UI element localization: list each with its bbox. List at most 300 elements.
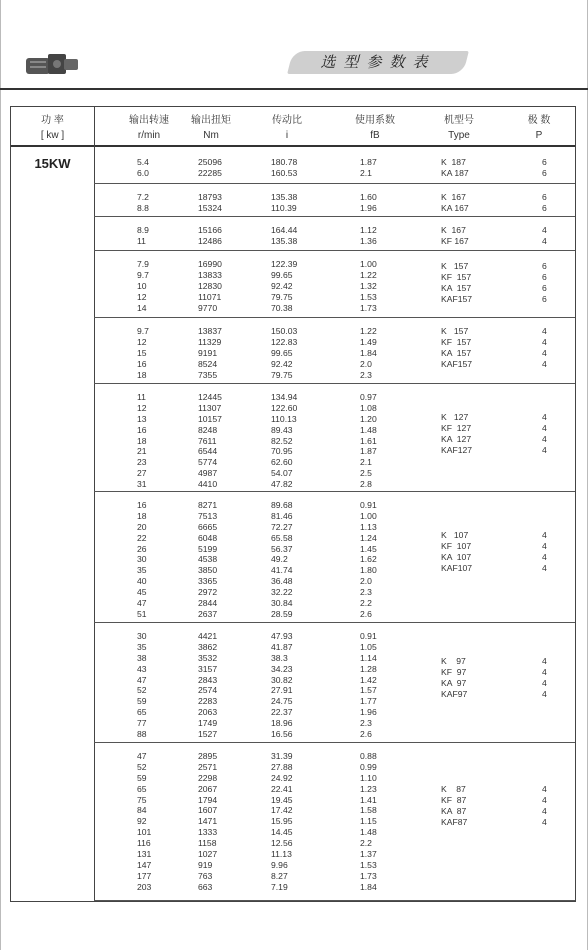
ratio-value: 110.39 <box>271 202 297 213</box>
speed-value: 5.4 <box>137 157 149 167</box>
torque-value: 2637 <box>198 608 218 619</box>
poles-column <box>542 412 547 456</box>
torque-value: 4987 <box>198 468 218 479</box>
table-row-group <box>94 623 575 743</box>
torque-value: 7513 <box>198 510 218 521</box>
speed-column <box>137 225 149 247</box>
ratio-value: 134.94 <box>271 392 298 402</box>
torque-value: 12486 <box>198 235 222 246</box>
ratio-column <box>271 326 297 380</box>
torque-value: 1333 <box>198 827 218 838</box>
service-factor-value: 0.91 <box>360 631 377 641</box>
torque-value: 8248 <box>198 424 218 435</box>
ratio-value: 8.27 <box>271 870 288 881</box>
speed-value: 52 <box>137 685 147 696</box>
poles-value: 4 <box>542 444 547 455</box>
service-factor-value: 2.1 <box>360 167 372 178</box>
type-value: K 157 <box>441 326 469 336</box>
torque-value: 2283 <box>198 696 218 707</box>
poles-value: 6 <box>542 271 547 282</box>
poles-value: 4 <box>542 358 547 369</box>
torque-value: 1794 <box>198 794 218 805</box>
poles-value: 4 <box>542 805 547 816</box>
torque-value: 1749 <box>198 718 218 729</box>
type-value: K 107 <box>441 530 469 540</box>
speed-value: 47 <box>137 751 147 761</box>
type-value: K 167 <box>441 192 466 202</box>
ratio-value: 72.27 <box>271 521 293 532</box>
poles-value: 4 <box>542 336 547 347</box>
type-column <box>441 412 472 456</box>
service-factor-column <box>360 392 377 490</box>
service-factor-value: 2.6 <box>360 729 372 740</box>
torque-value: 9191 <box>198 347 218 358</box>
service-factor-value: 1.73 <box>360 302 377 313</box>
ratio-value: 79.75 <box>271 291 293 302</box>
torque-value: 2844 <box>198 598 218 609</box>
speed-value: 21 <box>137 446 147 457</box>
service-factor-value: 1.96 <box>360 707 377 718</box>
poles-value: 6 <box>542 202 547 213</box>
torque-value: 6048 <box>198 532 218 543</box>
ratio-value: 47.93 <box>271 631 293 641</box>
poles-value: 6 <box>542 293 547 304</box>
service-factor-column <box>360 751 377 893</box>
type-value: KAF127 <box>441 444 473 455</box>
speed-column <box>137 157 149 179</box>
ratio-value: 135.38 <box>271 235 298 246</box>
type-value: KAF157 <box>441 358 473 369</box>
ratio-value: 122.83 <box>271 336 298 347</box>
type-value: KAF107 <box>441 562 473 573</box>
ratio-value: 92.42 <box>271 280 293 291</box>
speed-value: 84 <box>137 805 147 816</box>
ratio-value: 164.44 <box>271 225 298 235</box>
service-factor-value: 2.5 <box>360 468 372 479</box>
ratio-value: 47.82 <box>271 479 293 490</box>
speed-value: 18 <box>137 369 147 380</box>
ratio-value: 81.46 <box>271 510 293 521</box>
service-factor-value: 1.77 <box>360 696 377 707</box>
service-factor-value: 1.32 <box>360 280 377 291</box>
service-factor-value: 2.0 <box>360 358 372 369</box>
poles-value: 4 <box>542 235 547 246</box>
service-factor-value: 1.62 <box>360 554 377 565</box>
service-factor-value: 1.23 <box>360 783 377 794</box>
speed-value: 20 <box>137 521 147 532</box>
speed-value: 47 <box>137 674 147 685</box>
torque-column <box>198 192 222 214</box>
speed-value: 59 <box>137 696 147 707</box>
service-factor-value: 1.73 <box>360 870 377 881</box>
header-speed: 输出转速 r/min <box>129 115 169 141</box>
ratio-value: 24.92 <box>271 772 293 783</box>
service-factor-value: 1.00 <box>360 259 377 269</box>
torque-value: 3862 <box>198 641 218 652</box>
speed-value: 14 <box>137 302 147 313</box>
speed-value: 35 <box>137 641 147 652</box>
ratio-value: 160.53 <box>271 167 298 178</box>
header-rule <box>0 88 588 90</box>
service-factor-value: 1.53 <box>360 291 377 302</box>
ratio-value: 150.03 <box>271 326 298 336</box>
speed-value: 18 <box>137 435 147 446</box>
speed-value: 177 <box>137 870 152 881</box>
ratio-value: 30.82 <box>271 674 293 685</box>
speed-column <box>137 392 147 490</box>
speed-value: 65 <box>137 707 147 718</box>
speed-value: 12 <box>137 291 147 302</box>
speed-value: 92 <box>137 816 147 827</box>
torque-value: 11307 <box>198 402 222 413</box>
type-value: K 187 <box>441 157 466 167</box>
speed-value: 7.2 <box>137 192 149 202</box>
type-value: K 127 <box>441 412 469 422</box>
ratio-value: 18.96 <box>271 718 293 729</box>
torque-value: 11071 <box>198 291 222 302</box>
service-factor-value: 1.15 <box>360 816 377 827</box>
ratio-value: 28.59 <box>271 608 293 619</box>
ratio-value: 16.56 <box>271 729 293 740</box>
type-column <box>441 784 467 828</box>
service-factor-value: 1.84 <box>360 881 377 892</box>
service-factor-value: 1.48 <box>360 424 377 435</box>
torque-value: 3365 <box>198 576 218 587</box>
speed-column <box>137 326 149 380</box>
type-value: KAF87 <box>441 816 468 827</box>
service-factor-value: 1.96 <box>360 202 377 213</box>
speed-value: 47 <box>137 598 147 609</box>
torque-value: 3157 <box>198 663 218 674</box>
ratio-value: 17.42 <box>271 805 293 816</box>
speed-column <box>137 631 147 740</box>
torque-value: 2298 <box>198 772 218 783</box>
header-service-factor: 使用系数 fB <box>355 115 395 141</box>
service-factor-value: 2.3 <box>360 587 372 598</box>
table-row-group <box>94 384 575 492</box>
torque-value: 1527 <box>198 729 218 740</box>
ratio-value: 24.75 <box>271 696 293 707</box>
ratio-value: 99.65 <box>271 269 293 280</box>
torque-value: 2574 <box>198 685 218 696</box>
torque-value: 15324 <box>198 202 222 213</box>
service-factor-value: 0.91 <box>360 500 377 510</box>
service-factor-value: 1.22 <box>360 269 377 280</box>
speed-value: 8.9 <box>137 225 149 235</box>
speed-value: 11 <box>137 235 146 246</box>
poles-value: 6 <box>542 261 547 271</box>
torque-value: 663 <box>198 881 213 892</box>
speed-value: 75 <box>137 794 147 805</box>
service-factor-value: 1.37 <box>360 849 377 860</box>
torque-value: 18793 <box>198 192 222 202</box>
ratio-column <box>271 392 297 490</box>
service-factor-value: 2.1 <box>360 457 372 468</box>
speed-value: 43 <box>137 663 147 674</box>
type-value: KA 107 <box>441 551 472 562</box>
service-factor-value: 1.14 <box>360 652 377 663</box>
type-column <box>441 261 472 305</box>
poles-value: 4 <box>542 677 547 688</box>
service-factor-value: 1.48 <box>360 827 377 838</box>
poles-value: 4 <box>542 412 547 422</box>
poles-value: 6 <box>542 157 547 167</box>
service-factor-column <box>360 500 377 620</box>
speed-value: 8.8 <box>137 202 149 213</box>
service-factor-value: 1.80 <box>360 565 377 576</box>
ratio-value: 34.23 <box>271 663 293 674</box>
speed-value: 45 <box>137 587 147 598</box>
ratio-value: 65.58 <box>271 532 293 543</box>
service-factor-value: 2.3 <box>360 718 372 729</box>
speed-value: 16 <box>137 424 147 435</box>
torque-value: 4538 <box>198 554 218 565</box>
speed-value: 52 <box>137 761 147 772</box>
torque-column <box>198 326 222 380</box>
speed-value: 35 <box>137 565 147 576</box>
poles-column <box>542 656 547 700</box>
ratio-value: 122.39 <box>271 259 298 269</box>
service-factor-value: 0.97 <box>360 392 377 402</box>
type-value: KF 157 <box>441 336 472 347</box>
torque-value: 2063 <box>198 707 218 718</box>
ratio-value: 70.95 <box>271 446 293 457</box>
speed-value: 31 <box>137 479 147 490</box>
torque-column <box>198 631 217 740</box>
ratio-value: 7.19 <box>271 881 288 892</box>
service-factor-value: 1.36 <box>360 235 377 246</box>
type-value: KA 187 <box>441 167 469 178</box>
power-value: 15KW <box>34 156 71 171</box>
poles-value: 4 <box>542 326 547 336</box>
ratio-value: 22.37 <box>271 707 293 718</box>
ratio-value: 32.22 <box>271 587 293 598</box>
speed-value: 88 <box>137 729 147 740</box>
table-row-group <box>94 251 575 318</box>
poles-value: 4 <box>542 225 547 235</box>
ratio-value: 15.95 <box>271 816 293 827</box>
service-factor-value: 1.57 <box>360 685 377 696</box>
ratio-column <box>271 751 293 893</box>
table-header <box>11 107 575 147</box>
ratio-value: 89.68 <box>271 500 293 510</box>
torque-value: 8524 <box>198 358 218 369</box>
torque-value: 5774 <box>198 457 218 468</box>
speed-value: 16 <box>137 358 147 369</box>
torque-value: 16990 <box>198 259 222 269</box>
torque-column <box>198 751 217 893</box>
torque-value: 22285 <box>198 167 222 178</box>
table-row-group <box>94 149 575 184</box>
header-type: 机型号 Type <box>444 115 474 141</box>
torque-value: 15166 <box>198 225 222 235</box>
service-factor-value: 2.8 <box>360 479 372 490</box>
type-value: KA 167 <box>441 202 469 213</box>
service-factor-value: 1.00 <box>360 510 377 521</box>
speed-value: 15 <box>137 347 147 358</box>
torque-value: 919 <box>198 859 213 870</box>
speed-value: 38 <box>137 652 147 663</box>
poles-column <box>542 326 547 370</box>
poles-value: 6 <box>542 282 547 293</box>
speed-value: 23 <box>137 457 147 468</box>
speed-value: 30 <box>137 554 147 565</box>
service-factor-value: 1.28 <box>360 663 377 674</box>
type-value: KA 87 <box>441 805 467 816</box>
speed-value: 16 <box>137 500 147 510</box>
ratio-value: 89.43 <box>271 424 293 435</box>
type-value: KF 107 <box>441 540 472 551</box>
service-factor-value: 1.13 <box>360 521 377 532</box>
poles-value: 4 <box>542 551 547 562</box>
ratio-value: 49.2 <box>271 554 288 565</box>
torque-value: 7355 <box>198 369 218 380</box>
service-factor-value: 1.22 <box>360 326 377 336</box>
torque-value: 763 <box>198 870 213 881</box>
service-factor-value: 1.87 <box>360 157 377 167</box>
torque-value: 1607 <box>198 805 218 816</box>
torque-value: 13837 <box>198 326 222 336</box>
table-row-group <box>94 217 575 251</box>
service-factor-value: 1.41 <box>360 794 377 805</box>
speed-column <box>137 751 151 893</box>
poles-value: 4 <box>542 347 547 358</box>
ratio-value: 41.87 <box>271 641 293 652</box>
service-factor-value: 2.3 <box>360 369 372 380</box>
ratio-value: 31.39 <box>271 751 293 761</box>
poles-value: 4 <box>542 688 547 699</box>
torque-value: 12830 <box>198 280 222 291</box>
ratio-value: 82.52 <box>271 435 293 446</box>
header-torque: 输出扭矩 Nm <box>191 115 231 141</box>
service-factor-value: 2.2 <box>360 598 372 609</box>
ratio-value: 135.38 <box>271 192 298 202</box>
speed-value: 116 <box>137 838 151 849</box>
service-factor-value: 1.05 <box>360 641 377 652</box>
service-factor-value: 1.49 <box>360 336 377 347</box>
table-row-group <box>94 743 575 901</box>
ratio-column <box>271 225 297 247</box>
ratio-value: 79.75 <box>271 369 293 380</box>
service-factor-value: 1.58 <box>360 805 377 816</box>
speed-value: 12 <box>137 336 147 347</box>
service-factor-value: 1.45 <box>360 543 377 554</box>
type-value: KF 127 <box>441 422 472 433</box>
service-factor-value: 1.24 <box>360 532 377 543</box>
torque-value: 12445 <box>198 392 222 402</box>
poles-column <box>542 784 547 828</box>
service-factor-value: 2.2 <box>360 838 372 849</box>
torque-value: 7611 <box>198 435 217 446</box>
type-column <box>441 192 469 214</box>
speed-value: 22 <box>137 532 147 543</box>
service-factor-column <box>360 326 377 380</box>
ratio-column <box>271 631 293 740</box>
torque-value: 10157 <box>198 413 222 424</box>
torque-value: 5199 <box>198 543 218 554</box>
poles-column <box>542 225 547 247</box>
service-factor-value: 1.12 <box>360 225 377 235</box>
ratio-column <box>271 157 297 179</box>
ratio-value: 14.45 <box>271 827 293 838</box>
service-factor-value: 2.0 <box>360 576 372 587</box>
poles-value: 4 <box>542 422 547 433</box>
type-column <box>441 656 467 700</box>
ratio-value: 122.60 <box>271 402 298 413</box>
ratio-value: 22.41 <box>271 783 293 794</box>
type-column <box>441 225 469 247</box>
service-factor-value: 1.08 <box>360 402 377 413</box>
torque-column <box>198 157 222 179</box>
poles-value: 4 <box>542 784 547 794</box>
speed-value: 9.7 <box>137 326 149 336</box>
ratio-value: 9.96 <box>271 859 288 870</box>
speed-value: 77 <box>137 718 147 729</box>
type-value: KF 157 <box>441 271 472 282</box>
type-value: K 97 <box>441 656 466 666</box>
service-factor-column <box>360 192 377 214</box>
torque-value: 3532 <box>198 652 218 663</box>
ratio-value: 27.91 <box>271 685 293 696</box>
speed-value: 7.9 <box>137 259 149 269</box>
type-value: KF 87 <box>441 794 467 805</box>
header-power: 功 率 [ kw ] <box>40 115 65 141</box>
ratio-value: 12.56 <box>271 838 293 849</box>
poles-column <box>542 530 547 574</box>
torque-value: 2895 <box>198 751 218 761</box>
type-value: KF 97 <box>441 666 467 677</box>
speed-value: 51 <box>137 608 147 619</box>
service-factor-value: 0.88 <box>360 751 377 761</box>
table-row-group <box>94 184 575 217</box>
torque-value: 6665 <box>198 521 218 532</box>
poles-value: 6 <box>542 192 547 202</box>
poles-value: 4 <box>542 562 547 573</box>
header-ratio: 传动比 i <box>272 115 302 141</box>
type-value: KA 157 <box>441 347 472 358</box>
torque-value: 1158 <box>198 838 217 849</box>
torque-value: 4421 <box>198 631 218 641</box>
speed-value: 26 <box>137 543 147 554</box>
ratio-value: 54.07 <box>271 468 293 479</box>
table-row-group <box>94 492 575 623</box>
speed-value: 203 <box>137 881 152 892</box>
speed-value: 9.7 <box>137 269 149 280</box>
service-factor-value: 1.53 <box>360 859 377 870</box>
type-value: KA 127 <box>441 433 472 444</box>
speed-value: 12 <box>137 402 147 413</box>
speed-value: 101 <box>137 827 152 838</box>
torque-column <box>198 225 222 247</box>
ratio-value: 27.88 <box>271 761 293 772</box>
gearmotor-icon <box>24 50 80 78</box>
type-value: K 157 <box>441 261 469 271</box>
ratio-column <box>271 259 297 313</box>
speed-value: 131 <box>137 849 152 860</box>
type-column <box>441 530 472 574</box>
torque-value: 13833 <box>198 269 222 280</box>
type-value: KF 167 <box>441 235 469 246</box>
ratio-value: 11.13 <box>271 849 292 860</box>
ratio-value: 56.37 <box>271 543 293 554</box>
type-value: K 87 <box>441 784 466 794</box>
torque-value: 6544 <box>198 446 218 457</box>
speed-value: 30 <box>137 631 147 641</box>
speed-value: 10 <box>137 280 147 291</box>
poles-value: 4 <box>542 433 547 444</box>
poles-column <box>542 157 547 179</box>
speed-value: 40 <box>137 576 147 587</box>
